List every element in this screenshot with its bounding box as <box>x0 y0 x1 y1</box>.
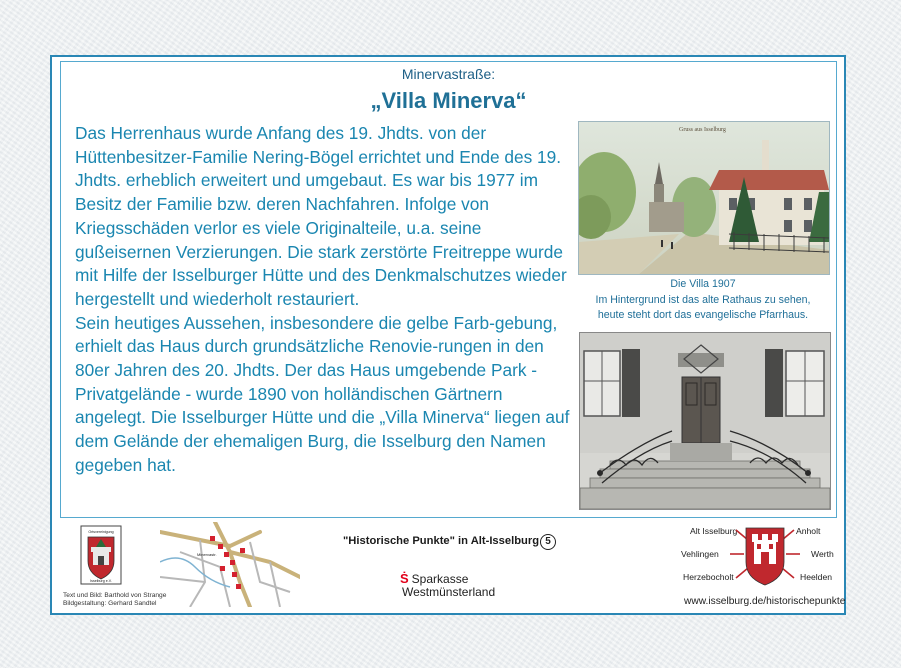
town-alt-isselburg: Alt Isselburg <box>690 526 738 536</box>
sparkasse-s-icon: Ṡ <box>400 571 409 586</box>
body-text <box>75 122 575 478</box>
website-url: www.isselburg.de/historischepunkte <box>684 596 846 607</box>
caption-line-3: heute steht dort das evangelische Pfarrhaus. <box>597 309 809 321</box>
caption-line-1: Die Villa 1907 <box>670 278 736 290</box>
town-werth: Werth <box>811 549 834 559</box>
photo-caption <box>578 277 828 324</box>
street-subtitle: Minervastraße: <box>401 66 496 82</box>
ortsvereinigung-crest <box>80 525 122 585</box>
body-paragraph-1: Das Herrenhaus wurde Anfang des 19. Jhdts. von der Hüttenbesitzer-Familie Nering-Bögel errichtet und Ende des 19. Jhdts. erheblich erweitert und umgebaut. Es war bis 1977 im Besitz der Familie bzw. deren Nachfahren. Infolge von Kriegsschäden verlor es viele Originalteile, u.a. seine gußeisernen Verzierungen. Die stark zerstörte Freitreppe wurde mit Hilfe der Isselburger Hütte und des Denkmalschutzes wieder hergestellt und wiederholt restauriert. <box>75 123 567 309</box>
sign-title: „Villa Minerva“ <box>370 88 527 113</box>
postcard-greeting: Gruss aus Isselburg <box>679 127 726 133</box>
photo-villa-1907 <box>578 121 830 275</box>
sponsor-name-line1: Sparkasse <box>411 572 469 586</box>
credits <box>63 592 166 608</box>
caption-line-2: Im Hintergrund ist das alte Rathaus zu sehen, <box>595 293 811 306</box>
isselburg-town-crest <box>730 522 800 588</box>
sponsor-name-line2: Westmünsterland <box>402 585 496 599</box>
street-map <box>160 522 300 607</box>
point-number-badge: 5 <box>540 534 556 550</box>
series-title: "Historische Punkte" in Alt-Isselburg <box>343 535 540 547</box>
crest-bottom-text: Isselburg e.V. <box>90 579 112 583</box>
photo-villa-entrance <box>579 332 831 510</box>
town-heelden: Heelden <box>800 572 833 582</box>
svg-text:Minervastr.: Minervastr. <box>197 552 217 557</box>
crest-top-text: Ortsvereinigung <box>88 530 114 534</box>
credits-design: Bildgestaltung: Gerhard Sandtel <box>63 600 157 607</box>
body-paragraph-2: Sein heutiges Aussehen, insbesondere die gelbe Farb-gebung, erhielt das Haus durch grundsätzliche Renovie-rungen in den 80er Jahren des 20. Jhdts. Der das Haus umgebende Park - Privatgelände - wurde 1890 von holländischen Gärtnern angelegt. Die Isselburger Hütte und die „Villa Minerva“ liegen auf dem Gelände der ehemaligen Burg, die Isselburg den Namen gegeben hat. <box>75 312 570 475</box>
town-anholt: Anholt <box>796 526 821 536</box>
sponsor-logo <box>400 572 495 599</box>
town-herzebocholt: Herzebocholt <box>683 572 734 582</box>
town-vehlingen: Vehlingen <box>681 549 719 559</box>
credits-text-image: Text und Bild: Barthold von Strange <box>63 592 167 599</box>
